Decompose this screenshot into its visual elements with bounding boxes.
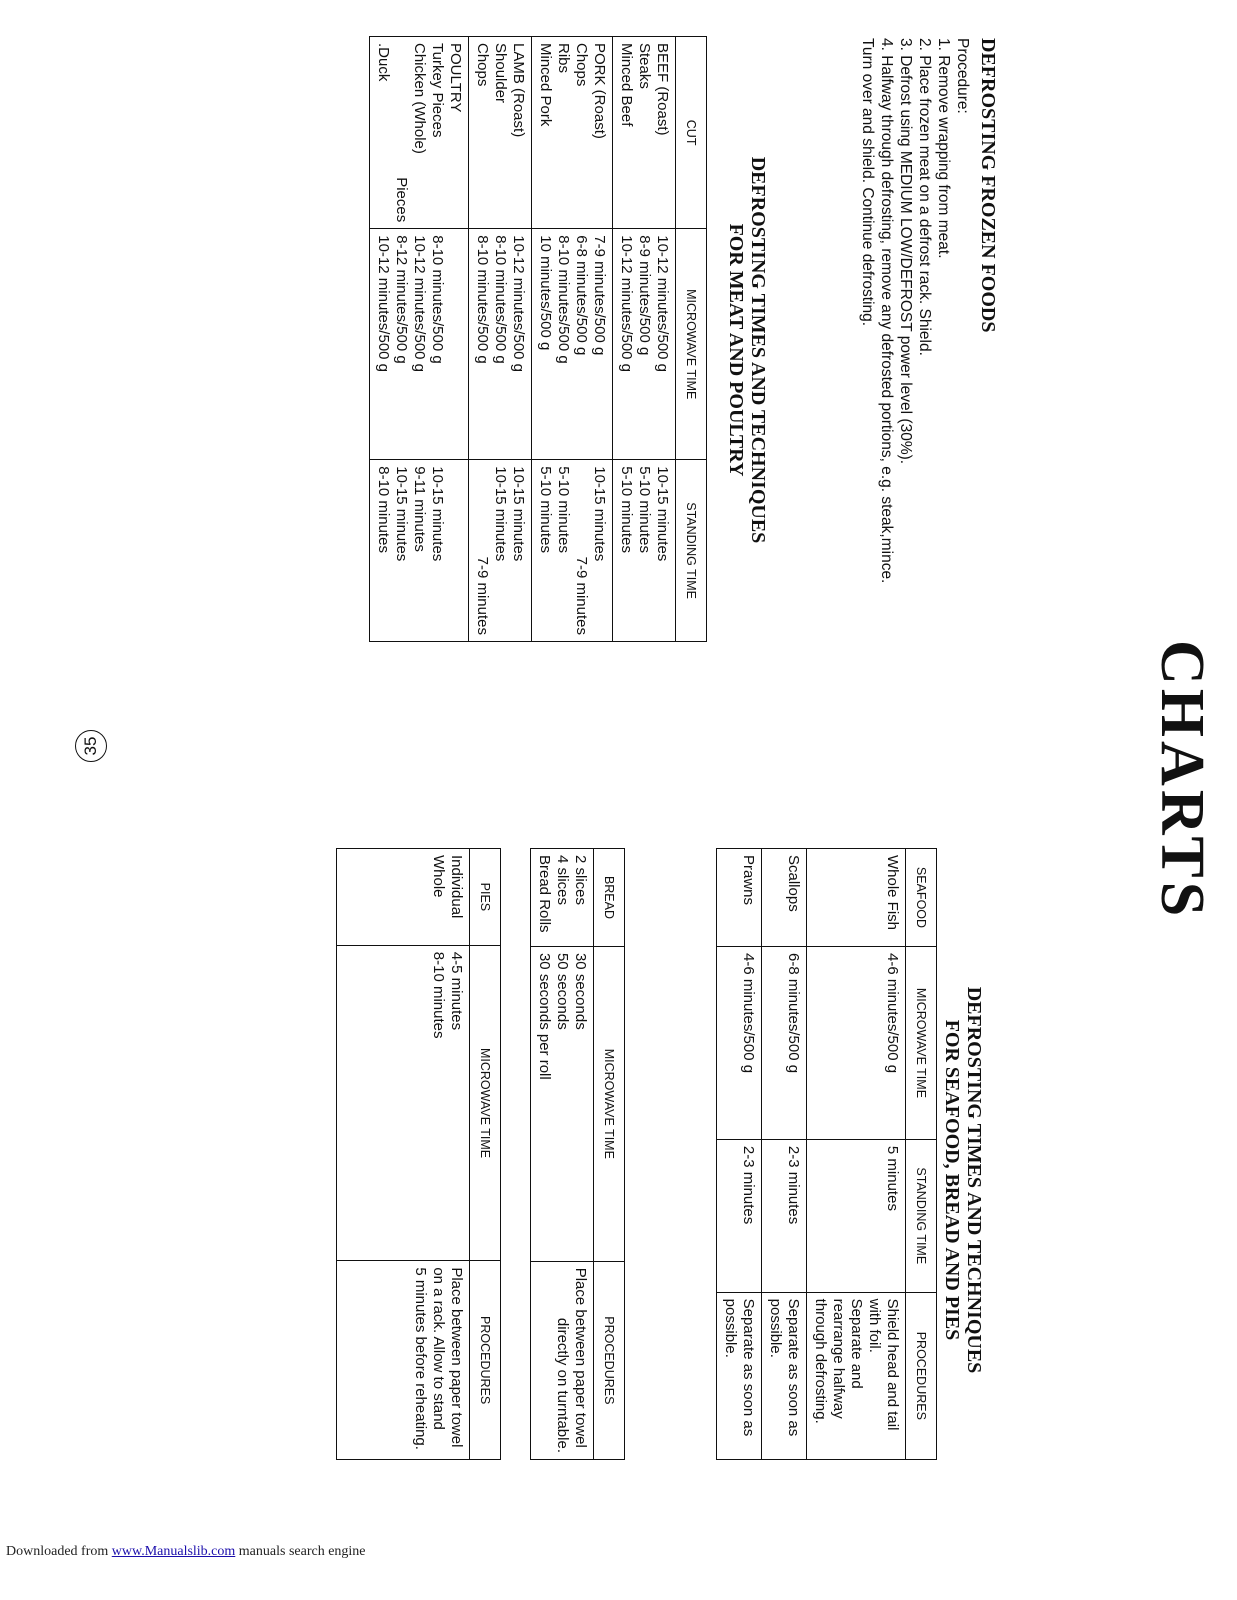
standing-time: 10-15 minutes (510, 466, 527, 562)
pies-table (336, 848, 501, 1460)
standing-time: 10-15 minutes (429, 466, 446, 562)
microwave-time: 10-12 minutes/500 g (654, 235, 671, 373)
footer-prefix: Downloaded from (6, 1544, 112, 1559)
cut-name: Chops (573, 43, 590, 87)
cut-name: .Duck (375, 43, 392, 82)
column-header: PROCEDURES (594, 1261, 625, 1459)
procedure-step: 1. Remove wrapping from meat. (935, 38, 952, 259)
footer-suffix: manuals search engine (235, 1544, 366, 1559)
frozen-procedure (858, 38, 997, 658)
seafood-title-line: DEFROSTING TIMES AND TECHNIQUES (963, 986, 985, 1374)
cut-name: Chops (474, 43, 491, 87)
procedure-line: Shield head and tail (884, 1298, 901, 1431)
cut-name: Minced Beef (618, 43, 635, 127)
table-row (762, 849, 807, 1460)
column-header: CUT (676, 37, 707, 229)
microwave-time: 30 seconds per roll (536, 952, 553, 1080)
standing-time-cell (613, 460, 676, 642)
seafood-title-line: FOR SEAFOOD, BREAD AND PIES (941, 1019, 963, 1341)
bread-item: Bread Rolls (536, 855, 553, 933)
microwave-time-cell (370, 229, 469, 460)
cut-name: LAMB (Roast) (510, 43, 527, 138)
table-row (531, 849, 594, 1460)
column-header: SEAFOOD (906, 849, 937, 947)
microwave-time: 7-9 minutes/500 g (591, 235, 608, 356)
standing-time: 5-10 minutes (537, 466, 554, 553)
procedure-step: 2. Place frozen meat on a defrost rack. Shield. (916, 38, 933, 356)
procedure-line: possible. (722, 1298, 739, 1358)
cut-name: Minced Pork (537, 43, 554, 127)
standing-time: 8-10 minutes (375, 466, 392, 553)
microwave-time: 8-10 minutes/500 g (492, 235, 509, 364)
standing-time: 10-15 minutes (591, 466, 608, 562)
column-header: PIES (470, 849, 501, 946)
table-header-row (594, 849, 625, 1460)
procedure-line: possible. (767, 1298, 784, 1358)
column-header: PROCEDURES (470, 1261, 501, 1460)
meat-poultry-table (369, 36, 707, 642)
cut-name: BEEF (Roast) (654, 43, 671, 136)
procedure-line: Place between paper towel (572, 1267, 589, 1448)
download-footer (6, 1544, 366, 1560)
procedure-line: Separate as soon as (785, 1298, 802, 1437)
cut-name: PORK (Roast) (591, 43, 608, 139)
standing-time: 5-10 minutes (555, 466, 572, 553)
meat-title-line: FOR MEAT AND POULTRY (725, 223, 747, 477)
microwave-time: 50 seconds (554, 952, 571, 1030)
bread-item: 4 slices (554, 855, 571, 906)
column-header: MICROWAVE TIME (470, 945, 501, 1261)
standing-time: 7-9 minutes (474, 556, 491, 635)
microwave-time: 10 minutes/500 g (537, 235, 554, 351)
standing-time: 10-15 minutes (393, 466, 410, 562)
procedure-step: Turn over and shield. Continue defrosting. (859, 38, 876, 327)
cut-cell (613, 37, 676, 229)
seafood-table (716, 848, 937, 1460)
manualslib-link[interactable]: www.Manualslib.com (111, 1544, 236, 1559)
table-row (337, 849, 470, 1460)
table-row (807, 849, 906, 1460)
meat-table-title (725, 100, 769, 600)
microwave-time: 8-9 minutes/500 g (636, 235, 653, 356)
pie-item: Individual (448, 855, 465, 919)
spacer (446, 235, 464, 453)
procedure-line: rearrange halfway (830, 1298, 847, 1419)
pies-cell (337, 849, 470, 946)
procedure-step: 3. Defrost using MEDIUM LOW/DEFROST power level (30%). (897, 38, 914, 465)
microwave-time: 10-12 minutes/500 g (618, 235, 635, 373)
seafood-cell: Scallops (762, 849, 807, 947)
table-row (717, 849, 762, 1460)
table-header-row (906, 849, 937, 1460)
cut-name: Pieces (393, 177, 410, 223)
microwave-time: 10-12 minutes/500 g (510, 235, 527, 373)
standing-time-cell: 2-3 minutes (717, 1139, 762, 1292)
cut-name: Ribs (555, 43, 572, 74)
page-number: 35 (75, 730, 107, 762)
standing-time-cell: 5 minutes (807, 1139, 906, 1292)
seafood-table-title (941, 880, 985, 1480)
standing-time: 7-9 minutes (573, 556, 590, 635)
standing-time-cell (370, 460, 469, 642)
column-header: PROCEDURES (906, 1292, 937, 1459)
microwave-time: 10-12 minutes/500 g (411, 235, 428, 373)
procedure-cell (807, 1292, 906, 1459)
bread-cell (531, 849, 594, 947)
cut-name: Shoulder (492, 43, 509, 104)
procedure-step: 4. Halfway through defrosting, remove any defrosted portions, e.g. steak,mince. (878, 38, 895, 584)
column-header: BREAD (594, 849, 625, 947)
microwave-time: 30 seconds (572, 952, 589, 1030)
pie-item: Whole (430, 855, 447, 898)
seafood-cell: Prawns (717, 849, 762, 947)
microwave-time: 10-12 minutes/500 g (375, 235, 392, 373)
procedure-line: directly on turntable. (554, 1317, 571, 1453)
table-header-row (676, 37, 707, 642)
procedure-cell (337, 1261, 470, 1460)
table-header-row (470, 849, 501, 1460)
standing-time: 9-11 minutes (411, 466, 428, 552)
microwave-time: 6-8 minutes/500 g (573, 235, 590, 356)
standing-time: 5-10 minutes (618, 466, 635, 553)
microwave-time: 4-5 minutes (448, 951, 465, 1031)
cut-cell (469, 37, 532, 229)
microwave-time-cell: 4-6 minutes/500 g (807, 946, 906, 1139)
cut-name: Turkey Pieces (429, 43, 446, 138)
meat-title-line: DEFROSTING TIMES AND TECHNIQUES (747, 156, 769, 544)
frozen-heading: DEFROSTING FROZEN FOODS (977, 38, 999, 333)
procedure-cell (717, 1292, 762, 1459)
microwave-time: 8-10 minutes/500 g (474, 235, 491, 364)
procedure-cell (762, 1292, 807, 1459)
column-header: STANDING TIME (676, 460, 707, 642)
column-header: STANDING TIME (906, 1139, 937, 1292)
standing-time-cell (532, 460, 613, 642)
procedure-line: Separate as soon as (740, 1298, 757, 1437)
standing-time: 10-15 minutes (654, 466, 671, 562)
microwave-time-cell (337, 945, 470, 1261)
standing-time-cell (469, 460, 532, 642)
table-row (613, 37, 676, 642)
procedure-line: Separate and (848, 1298, 865, 1389)
microwave-time: 8-10 minutes/500 g (555, 235, 572, 364)
procedure-label: Procedure: (954, 38, 971, 114)
microwave-time: 8-12 minutes/500 g (393, 235, 410, 364)
microwave-time-cell (532, 229, 613, 460)
cut-name: Steaks (636, 43, 653, 89)
cut-name: Chicken (Whole) (411, 43, 428, 154)
procedure-line: on a rack. Allow to stand (430, 1267, 447, 1430)
procedure-line: through defrosting. (812, 1298, 829, 1424)
column-header: MICROWAVE TIME (906, 946, 937, 1139)
bread-item: 2 slices (572, 855, 589, 906)
cut-cell (532, 37, 613, 229)
bread-table (530, 848, 625, 1460)
microwave-time: 8-10 minutes (430, 951, 447, 1039)
column-header: MICROWAVE TIME (594, 946, 625, 1261)
procedure-line: 5 minutes before reheating. (412, 1267, 429, 1450)
cut-name: POULTRY (447, 43, 464, 113)
microwave-time-cell (613, 229, 676, 460)
procedure-cell (531, 1261, 594, 1459)
microwave-time-cell (531, 946, 594, 1261)
page-title: CHARTS (1148, 640, 1216, 921)
microwave-time: 8-10 minutes/500 g (429, 235, 446, 364)
cut-cell (370, 37, 469, 229)
microwave-time-cell: 4-6 minutes/500 g (717, 946, 762, 1139)
standing-time-cell: 2-3 minutes (762, 1139, 807, 1292)
standing-time: 10-15 minutes (492, 466, 509, 562)
table-row (469, 37, 532, 642)
spacer (446, 466, 464, 635)
microwave-time-cell: 6-8 minutes/500 g (762, 946, 807, 1139)
table-row (370, 37, 469, 642)
column-header: MICROWAVE TIME (676, 229, 707, 460)
seafood-cell: Whole Fish (807, 849, 906, 947)
standing-time: 5-10 minutes (636, 466, 653, 553)
table-row (532, 37, 613, 642)
microwave-time-cell (469, 229, 532, 460)
procedure-line: Place between paper towel (448, 1267, 465, 1448)
procedure-line: with foil. (866, 1298, 883, 1353)
